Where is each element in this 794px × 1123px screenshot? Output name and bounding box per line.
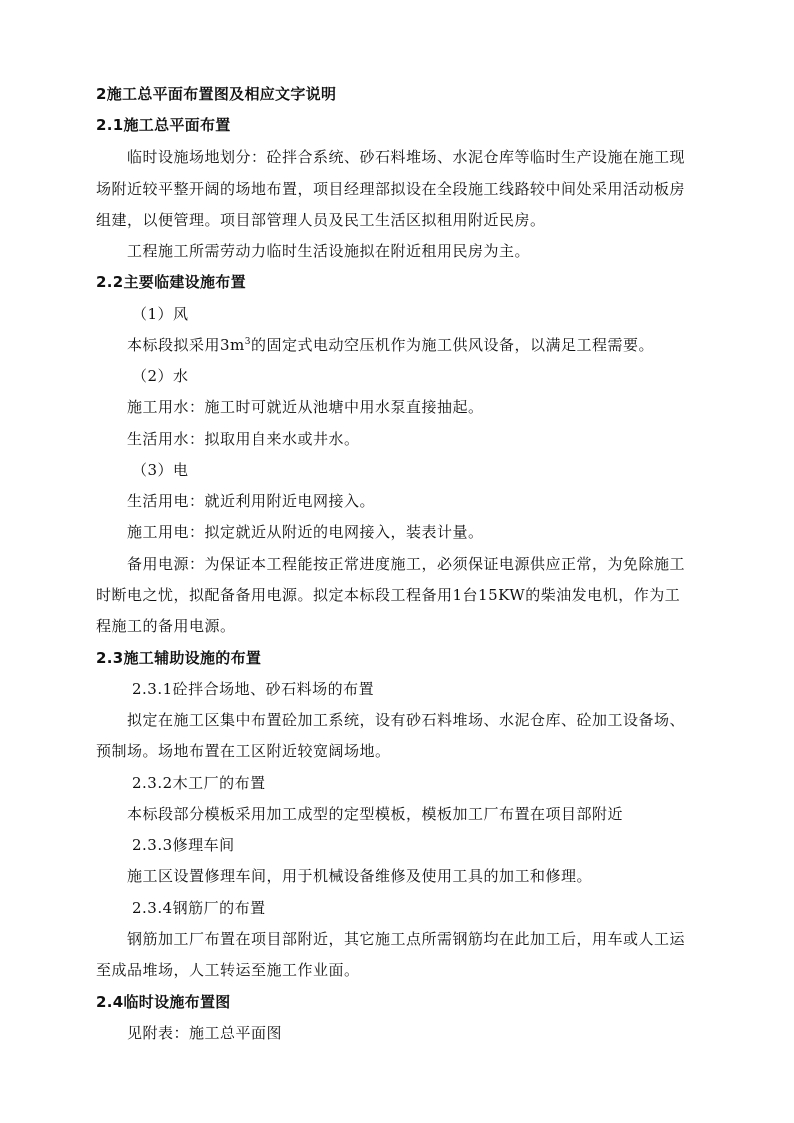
section-2-4-heading: 2.4临时设施布置图	[96, 993, 231, 1011]
paragraph-text: 组建，以便管理。项目部管理人员及民工生活区拟租用附近民房。	[96, 211, 546, 229]
subsection-heading: 2.3.2木工厂的布置	[132, 774, 266, 792]
section-2-3-heading: 2.3施工辅助设施的布置	[96, 649, 262, 667]
document-title: 2施工总平面布置图及相应文字说明	[96, 85, 337, 103]
wind-text	[127, 335, 654, 355]
water-label: （2）水	[132, 367, 189, 385]
paragraph-text: 本标段部分模板采用加工成型的定型模板，模板加工厂布置在项目部附近	[127, 805, 624, 823]
paragraph-text: 临时设施场地划分：砼拌合系统、砂石料堆场、水泥仓库等临时生产设施在施工现	[127, 148, 686, 166]
power-living-text: 生活用电：就近利用附近电网接入。	[127, 492, 376, 510]
backup-power-text: 备用电源：为保证本工程能按正常进度施工，必须保证电源供应正常，为免除施工	[127, 555, 686, 573]
wind-text-superscript: 3	[244, 337, 252, 347]
water-construction-text: 施工用水：施工时可就近从池塘中用水泵直接抽起。	[127, 398, 484, 416]
wind-text-a: 本标段拟采用3m	[127, 336, 245, 354]
backup-power-text: 时断电之忧，拟配备备用电源。拟定本标段工程备用1台15KW的柴油发电机，作为工	[96, 586, 681, 604]
paragraph-text: 施工区设置修理车间，用于机械设备维修及使用工具的加工和修理。	[127, 867, 593, 885]
section-2-1-heading: 2.1施工总平面布置	[96, 116, 231, 134]
subsection-heading: 2.3.1砼拌合场地、砂石料场的布置	[132, 680, 375, 698]
power-construction-text: 施工用电：拟定就近从附近的电网接入，装表计量。	[127, 523, 484, 541]
section-2-2-heading: 2.2主要临建设施布置	[96, 273, 246, 291]
paragraph-text: 拟定在施工区集中布置砼加工系统，设有砂石料堆场、水泥仓库、砼加工设备场、	[127, 711, 686, 729]
paragraph-text: 见附表：施工总平面图	[127, 1024, 283, 1042]
water-living-text: 生活用水：拟取用自来水或井水。	[127, 430, 360, 448]
backup-power-text: 程施工的备用电源。	[96, 617, 236, 635]
subsection-heading: 2.3.3修理车间	[132, 836, 235, 854]
subsection-heading: 2.3.4钢筋厂的布置	[132, 899, 266, 917]
wind-label: （1）风	[132, 305, 189, 323]
paragraph-text: 钢筋加工厂布置在项目部附近，其它施工点所需钢筋均在此加工后，用车或人工运	[127, 930, 686, 948]
paragraph-text: 预制场。场地布置在工区附近较宽阔场地。	[96, 742, 391, 760]
wind-text-b: 的固定式电动空压机作为施工供风设备，以满足工程需要。	[251, 336, 655, 354]
paragraph-text: 场附近较平整开阔的场地布置，项目经理部拟设在全段施工线路较中间处采用活动板房	[96, 180, 686, 198]
paragraph-text: 工程施工所需劳动力临时生活设施拟在附近租用民房为主。	[127, 242, 531, 260]
paragraph-text: 至成品堆场，人工转运至施工作业面。	[96, 961, 360, 979]
power-label: （3）电	[132, 461, 189, 479]
